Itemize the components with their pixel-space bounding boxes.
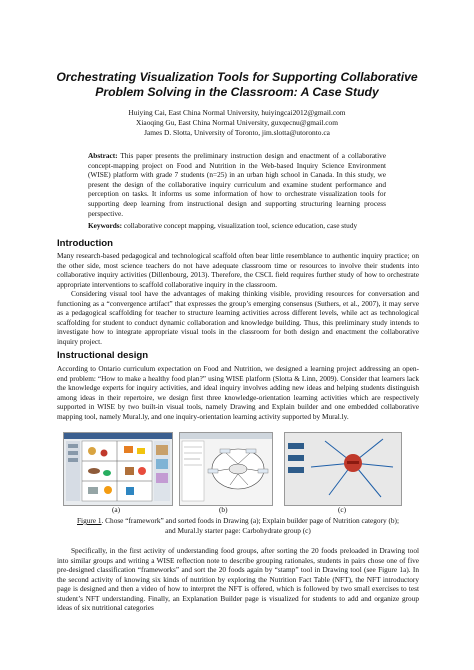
figure-caption (57, 516, 419, 535)
author-line: Xiaoqing Gu, East China Normal University, guxqecnu@gmail.com (136, 118, 338, 127)
abstract-text: This paper presents the preliminary instruction design and enactment of a collaborative concept-mapping project on Food and Nutrition in the Web-based Inquiry Science Environment (WISE) platform with grade 7 students (n=25) in an urban high school in Canada. In this study, we present the design of the collaborative inquiry curriculum and examine student performance and perception on tasks. It informs us some information of how to orchestrate visualization tools for supporting deep learning from instructional design and supporting structuring learning process perspective. (88, 151, 386, 218)
figure-label-a: (a) (112, 505, 121, 514)
paragraph: Considering visual tool have the advantages of making thinking visible, providing resources for conversation and functioning as a “convergence artifact” that expresses the group’s emerging consensus (Suthers, et al., 2007), it may serve as a pedagogical scaffolding for teacher to structure learning activities across different levels, while act as technological scaffolding for student to conduct dynamic collaboration and knowledge building. Thus, this preliminary study intends to investigate how to integrate appropriate visual tools in the classroom for both design and enactment the collaborative inquiry project. (57, 289, 419, 346)
instructional-body (57, 364, 419, 421)
paragraph: Specifically, in the first activity of understanding food groups, after sorting the 20 foods preloaded in Drawing tool into similar groups and writing a WISE reflection note to describe grouping rationales, students in pairs chose one of five pre-designed classification “frameworks” and sort the 20 foods again by “stamp” tool in Drawing tool (see Figure 1a). In the second activity of knowing six kinds of nutrition by exploring the Nutrition Fact Table (NFT), the NFT introductory page is designed and then a video of how to interpret the NFT is offered, which is followed by two small exercises to test student’s NFT understanding. Finally, an Explanation Builder page is visualized for students to add and organize group ideas of six nutritional categories (57, 546, 419, 613)
keywords-text: collaborative concept mapping, visualization tool, science education, case study (123, 221, 358, 230)
caption-text: . Chose “framework” and sorted foods in Drawing (a); Explain builder page of Nutrition category (b); (101, 516, 399, 525)
author-list (60, 108, 414, 138)
caption-line: and Mural.ly starter page: Carbohydrate group (c) (165, 525, 311, 535)
section-heading-introduction: Introduction (57, 238, 113, 249)
instructional-body-continued (57, 546, 419, 613)
keywords-label: Keywords: (88, 221, 123, 230)
figure-1b-image (179, 432, 273, 506)
caption-figure-label: Figure 1 (77, 516, 102, 525)
figure-label-c: (c) (338, 505, 347, 514)
author-line: James D. Slotta, University of Toronto, jim.slotta@utoronto.ca (144, 128, 330, 137)
figure-1c-image (284, 432, 402, 506)
abstract-label: Abstract: (88, 151, 118, 160)
author-line: Huiying Cai, East China Normal University, huiyingcai2012@gmail.com (128, 108, 346, 117)
introduction-body (57, 251, 419, 346)
figure-label-b: (b) (219, 505, 228, 514)
figure-1a-image (63, 432, 173, 506)
paragraph: According to Ontario curriculum expectation on Food and Nutrition, we designed a learning project addressing an open-end problem: “How to make a healthy food plan?” using WISE platform (Slotta & Linn, 2009). Consider that learners lack the knowledge experts for inquiry activities, and ideal inquiry involves adding new ideas and helping students distinguish among ideas in their repertoire, we design first three knowledge-orientation learning activities which are respectively supported in WISE by two built-in visual tools, namely Drawing and Explain builder and one embedded collaborative mapping tool, namely Mural.ly, and one inquiry-orientation learning activity supported by Mural.ly. (57, 364, 419, 421)
paper-title: Orchestrating Visualization Tools for Supporting Collaborative Problem Solving in the Classroom: A Case Study (56, 70, 418, 99)
abstract (88, 151, 386, 218)
keywords (88, 221, 386, 231)
paragraph: Many research-based pedagogical and technological scaffold often bear little resemblance to authentic inquiry practice; on the other side, most science teachers do not have adequate classroom time or resources to involve their students into collaborative inquiry activities (Dillenbourg, 2013). Therefore, the CSCL field requires further study of how to orchestrate appropriate interventions to scaffold collaborative inquiry in the classroom. (57, 251, 419, 289)
section-heading-instructional-design: Instructional design (57, 350, 149, 361)
caption-line (57, 516, 419, 526)
